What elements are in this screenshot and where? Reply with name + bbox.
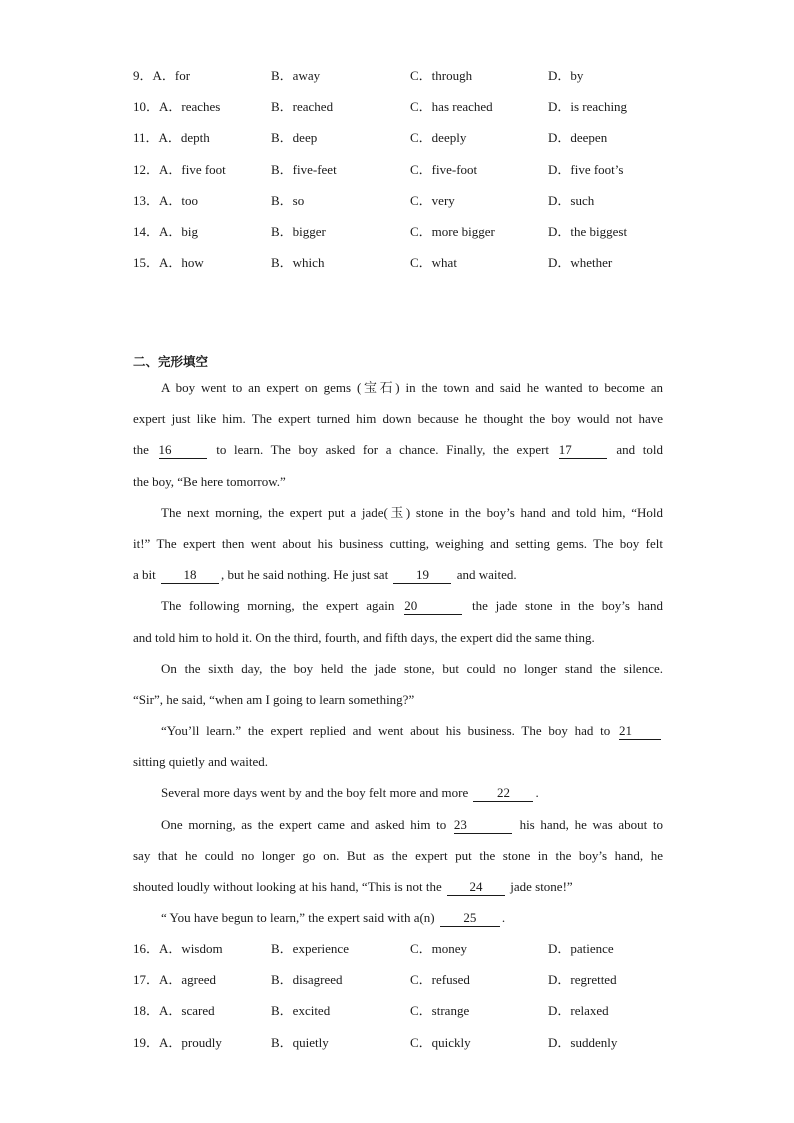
option-c: C．has reached — [410, 99, 493, 115]
options-list-top — [133, 66, 693, 284]
option-d: D．whether — [548, 255, 613, 271]
option-row-11 — [133, 128, 693, 159]
passage-line: “Sir”, he said, “when am I going to learn something?” — [133, 691, 415, 707]
passage-text: his hand, he was about to — [519, 816, 664, 832]
option-row-9 — [133, 66, 693, 97]
passage-text: and told — [616, 442, 664, 458]
option-b: B．which — [271, 255, 325, 271]
passage-line: say that he could no longer go on. But as the expert put the stone in the boy’s hand, he — [133, 847, 663, 863]
option-a: 17．A．agreed — [133, 972, 217, 988]
option-row-19 — [133, 1033, 693, 1064]
option-d: D．relaxed — [548, 1003, 609, 1019]
passage-line — [133, 907, 663, 938]
passage-line: The next morning, the expert put a jade(玉) stone in the boy’s hand and told him, “Hold — [161, 504, 663, 520]
option-d: D．patience — [548, 941, 614, 956]
blank-25: 25 — [440, 910, 500, 927]
option-row-17 — [133, 970, 693, 1001]
option-row-15 — [133, 253, 693, 284]
option-d: D．such — [548, 192, 595, 208]
option-a: 11．A．depth — [133, 130, 210, 146]
option-b: B．deep — [271, 130, 318, 146]
option-c: C．money — [410, 941, 468, 956]
section-heading: 二、完形填空 — [133, 354, 209, 369]
passage-text: a bit — [133, 567, 156, 583]
passage-line: A boy went to an expert on gems (宝石) in the town and said he wanted to become an — [161, 380, 663, 395]
passage-line — [133, 814, 663, 845]
option-c: C．very — [410, 192, 455, 208]
option-c: C．five-foot — [410, 161, 478, 177]
option-c: C．strange — [410, 1003, 470, 1019]
option-row-10 — [133, 97, 693, 128]
passage-text: jade stone!” — [510, 879, 573, 894]
passage-text: Several more days went by and the boy felt more and more — [161, 785, 469, 801]
option-a: 14．A．big — [133, 223, 199, 239]
option-a: 16．A．wisdom — [133, 941, 223, 956]
blank-17: 17 — [559, 442, 607, 459]
passage-line — [133, 564, 663, 595]
passage-line: expert just like him. The expert turned him down because he thought the boy would not have — [133, 411, 663, 427]
option-a: 18．A．scared — [133, 1003, 215, 1019]
option-a: 15．A．how — [133, 255, 204, 271]
option-a: 12．A．five foot — [133, 161, 226, 177]
option-d: D．the biggest — [548, 223, 628, 239]
passage-text: shouted loudly without looking at his hand, “This is not the — [133, 879, 442, 894]
blank-24: 24 — [447, 879, 505, 896]
passage-text: . — [535, 785, 539, 801]
passage-line: it!” The expert then went about his business cutting, weighing and setting gems. The boy felt — [133, 535, 663, 551]
option-b: B．quietly — [271, 1034, 329, 1050]
option-row-18 — [133, 1001, 693, 1032]
passage-text: and waited. — [456, 567, 517, 583]
option-a: 19．A．proudly — [133, 1034, 222, 1050]
option-row-16 — [133, 939, 693, 970]
option-d: D．five foot’s — [548, 161, 624, 177]
passage-text: “ You have begun to learn,” the expert said with a(n) — [161, 910, 435, 926]
option-c: C．what — [410, 255, 457, 271]
passage-line — [133, 876, 663, 907]
option-b: B．disagreed — [271, 972, 343, 988]
passage-text: The following morning, the expert again — [161, 598, 395, 614]
option-b: B．away — [271, 68, 321, 83]
passage-text: to learn. The boy asked for a chance. Finally, the expert — [216, 442, 550, 458]
option-c: C．through — [410, 68, 473, 83]
option-c: C．quickly — [410, 1034, 471, 1050]
passage-text: One morning, as the expert came and asked him to — [161, 816, 447, 832]
blank-19: 19 — [393, 567, 451, 584]
passage-line — [133, 595, 663, 626]
passage-line: On the sixth day, the boy held the jade stone, but could no longer stand the silence. — [161, 660, 663, 676]
passage-text: the jade stone in the boy’s hand — [471, 598, 664, 614]
option-b: B．so — [271, 192, 305, 208]
blank-20: 20 — [404, 598, 462, 615]
passage-text: the — [133, 442, 149, 458]
blank-16: 16 — [159, 442, 207, 459]
option-b: B．five-feet — [271, 161, 337, 177]
option-row-12 — [133, 160, 693, 191]
passage-text: , but he said nothing. He just sat — [221, 567, 389, 583]
option-a: 9．A．for — [133, 68, 191, 83]
passage-line — [133, 782, 663, 813]
passage-line: and told him to hold it. On the third, fourth, and fifth days, the expert did the same thing. — [133, 629, 595, 645]
blank-22: 22 — [473, 785, 533, 802]
passage-text: . — [501, 910, 506, 926]
option-c: C．deeply — [410, 130, 467, 146]
option-b: B．excited — [271, 1003, 331, 1019]
blank-18: 18 — [161, 567, 219, 584]
option-a: 13．A．too — [133, 192, 199, 208]
passage-line: sitting quietly and waited. — [133, 754, 269, 770]
blank-21: 21 — [619, 723, 661, 740]
blank-23: 23 — [454, 817, 512, 834]
option-row-14 — [133, 222, 693, 253]
option-d: D．suddenly — [548, 1034, 618, 1050]
options-list-bottom — [133, 939, 693, 1064]
option-d: D．deepen — [548, 130, 608, 146]
passage-text: “You’ll learn.” the expert replied and went about his business. The boy had to — [161, 723, 611, 739]
option-a: 10．A．reaches — [133, 99, 221, 115]
option-c: C．more bigger — [410, 223, 495, 239]
option-c: C．refused — [410, 972, 470, 988]
option-b: B．experience — [271, 941, 349, 956]
option-d: D．is reaching — [548, 99, 628, 115]
cloze-passage — [133, 377, 663, 938]
passage-line — [133, 720, 663, 751]
option-b: B．reached — [271, 99, 334, 115]
option-b: B．bigger — [271, 223, 326, 239]
passage-line — [133, 439, 663, 470]
option-d: D．regretted — [548, 972, 617, 988]
option-d: D．by — [548, 68, 584, 83]
option-row-13 — [133, 191, 693, 222]
passage-line: the boy, “Be here tomorrow.” — [133, 473, 286, 489]
